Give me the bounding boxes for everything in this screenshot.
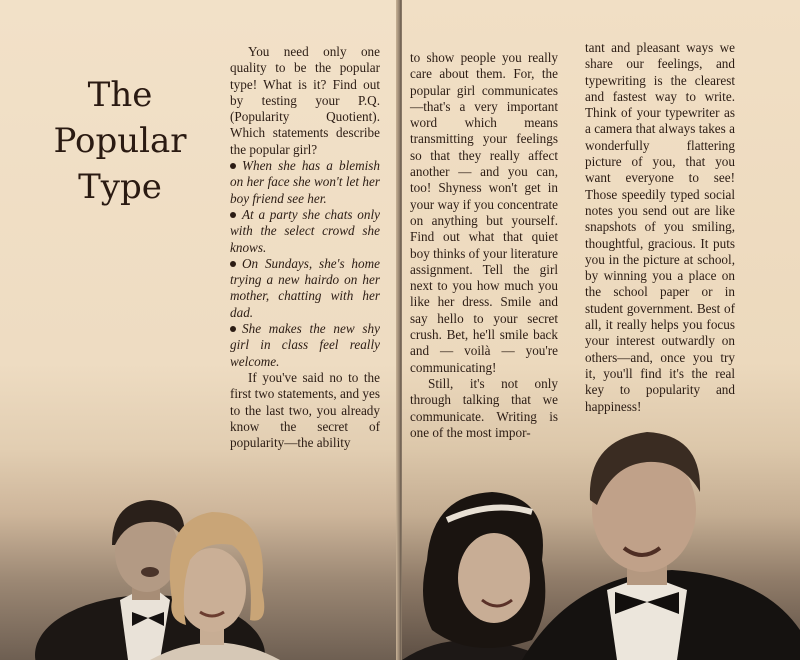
girl-right-face [458, 533, 530, 623]
closing-paragraph: If you've said no to the first two statements, and yes to the last two, you already know the secret of popularity—the ability [230, 369, 380, 451]
quiz-item-2: At a party she chats only with the select crowd she knows. [230, 206, 380, 255]
column-2-paragraph-1: to show people you really care about them. For, the popular girl communicates—that's a very important word which means transmitting your feelings so that they really affect another — and you can, too! Shyness won't get in your way if you concentrate on anything but yourself. Find out what that quiet boy thinks of your literature assignment. Tell the girl next to you how much you like her dress. Smile and say hello to your secret crush. Bet, he'll smile back and — voilà — you're communicating! [410, 50, 558, 375]
intro-paragraph: You need only one quality to be the popular type! What is it? Find out by testing your P.Q. (Popularity Quotient). Which statements describe the popular girl? [230, 44, 380, 157]
column-3-paragraph-1: tant and pleasant ways we share our feelings, and typewriting is the clearest and fastest way to write. Think of your typewriter as a camera that always takes a wonderfully flattering picture of you, that you want everyone to see! Those speedily typed social notes you send out are like snapshots of you smiling, thoughtful, gracious. It puts you in the picture at school, by winning you a place on the school paper or in student government. Best of all, it really helps you focus your interest outwardly on others—and, once you try it, you'll find it's the real key to popularity and happiness! [585, 40, 735, 414]
title-line-3: Type [78, 167, 162, 207]
left-page [0, 0, 398, 660]
quiz-item-3: On Sundays, she's home trying a new hairdo on her mother, chatting with her dad. [230, 255, 380, 320]
left-photo [0, 0, 398, 660]
man-left-mouth [141, 567, 159, 577]
man-right-shirt [607, 575, 687, 660]
title-line-1: The [87, 75, 153, 115]
title-line-2: Popular [53, 121, 187, 161]
column-2-paragraph-2: Still, it's not only through talking that we communicate. Writing is one of the most impor- [410, 375, 558, 440]
right-page [402, 0, 800, 660]
quiz-item-4: She makes the new shy girl in class feel really welcome. [230, 321, 380, 369]
quiz-item-1: When she has a blemish on her face she won't let her boy friend see her. [230, 158, 380, 206]
right-photo [402, 0, 800, 660]
